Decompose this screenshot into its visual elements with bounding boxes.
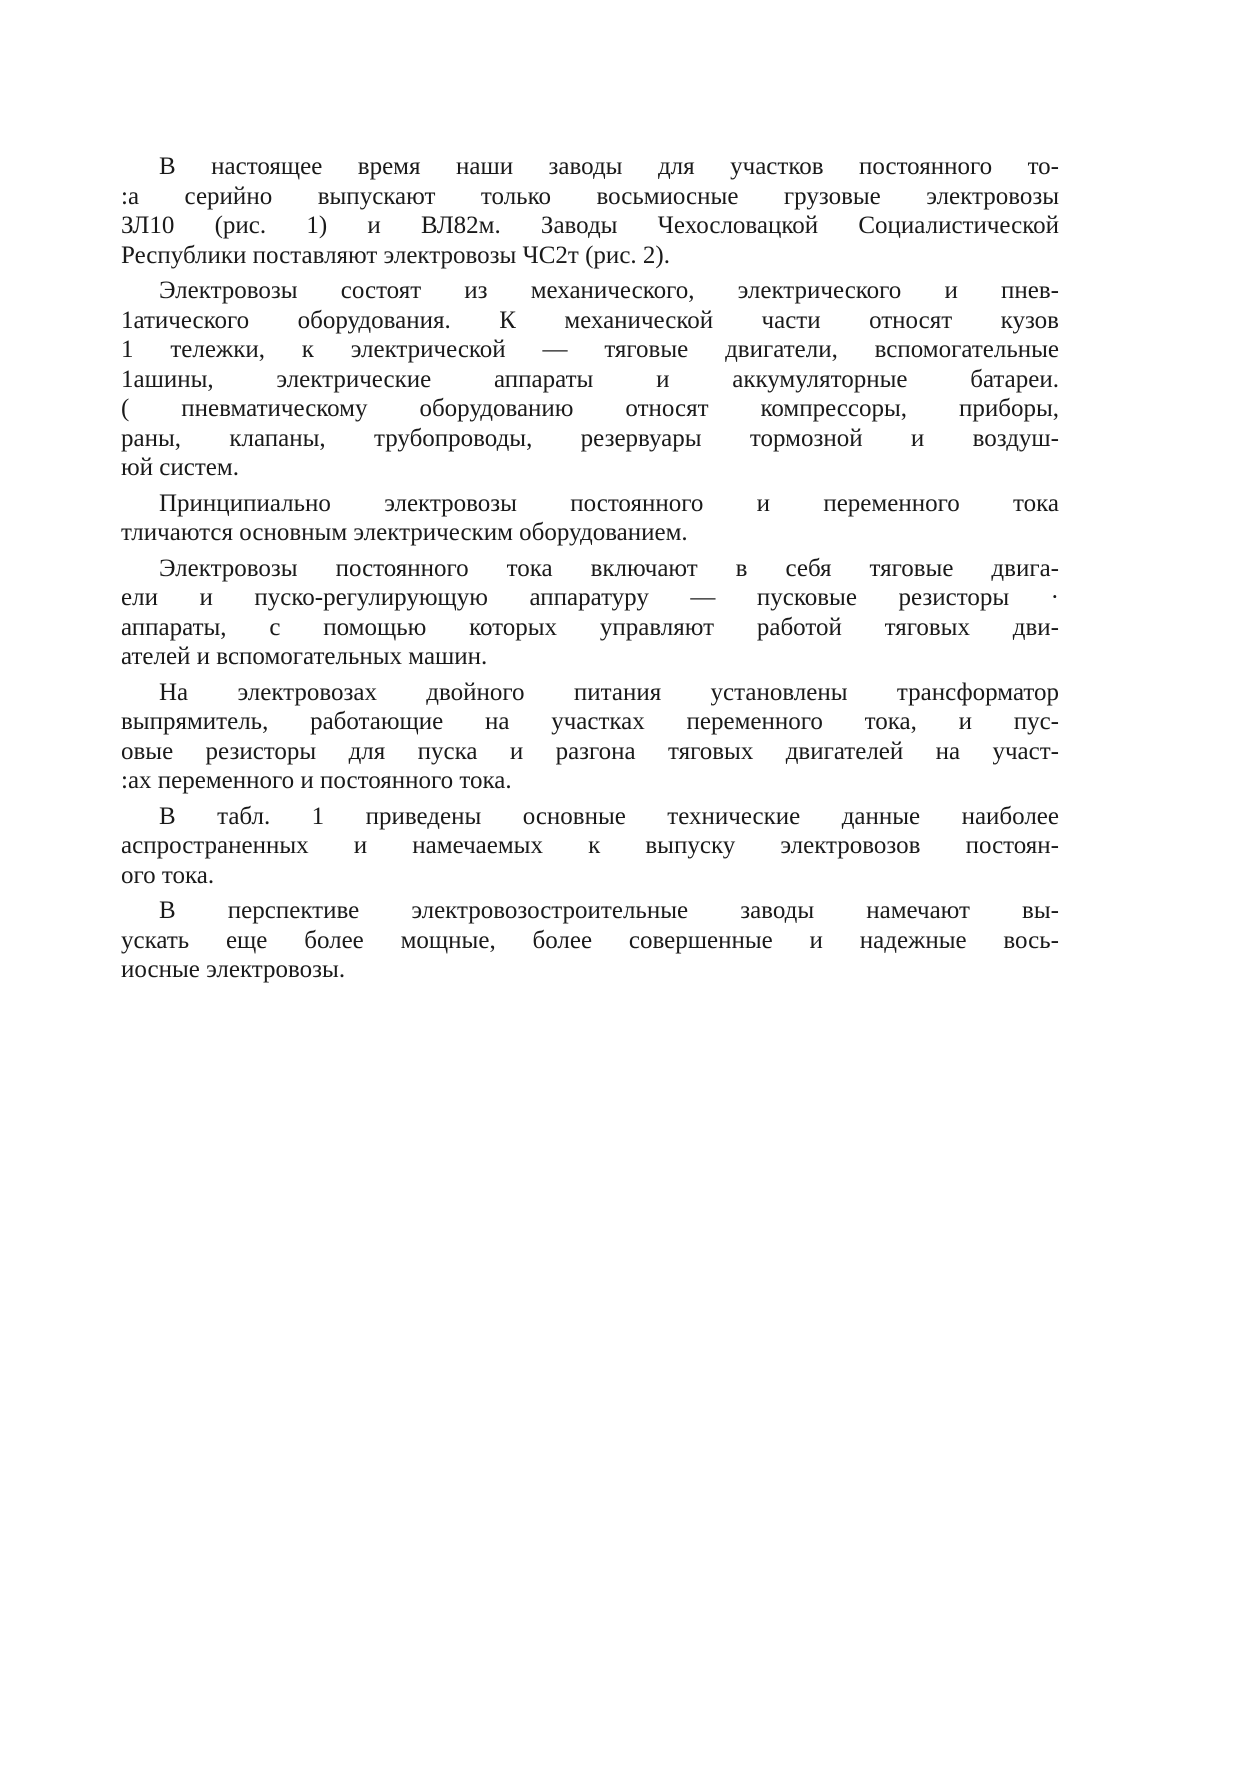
text-line: 1 тележки, к электрической — тяговые двигатели, вспомогательные xyxy=(121,336,1059,363)
text-line: Электровозы постоянного тока включают в себя тяговые двига- xyxy=(159,554,1059,582)
text-line: На электровозах двойного питания установлены трансформатор xyxy=(159,678,1059,706)
text-line: :ах переменного и постоянного тока. xyxy=(121,767,512,794)
text-line: овые резисторы для пуска и разгона тяговых двигателей на участ- xyxy=(121,737,1059,765)
text-line: ЗЛ10 (рис. 1) и ВЛ82м. Заводы Чехословацкой Социалистической xyxy=(121,212,1059,239)
text-line: выпрямитель, работающие на участках переменного тока, и пус- xyxy=(121,708,1059,735)
text-line: Принципиально электровозы постоянного и переменного тока xyxy=(159,489,1059,517)
paragraph xyxy=(121,276,1059,483)
paragraph xyxy=(121,802,1059,891)
text-line: Республики поставляют электровозы ЧС2т (рис. 2). xyxy=(121,241,670,269)
text-line: ускать еще более мощные, более совершенные и надежные вось- xyxy=(121,926,1059,954)
text-line: В настоящее время наши заводы для участков постоянного то- xyxy=(159,153,1059,180)
text-line: В табл. 1 приведены основные технические данные наиболее xyxy=(159,802,1059,830)
text-line: аспространенных и намечаемых к выпуску электровозов постоян- xyxy=(121,832,1059,859)
text-line: В перспективе электровозостроительные заводы намечают вы- xyxy=(159,897,1059,924)
text-line: ели и пуско-регулирующую аппаратуру — пусковые резисторы · xyxy=(121,584,1059,611)
paragraph xyxy=(121,896,1059,985)
text-line: 1ашины, электрические аппараты и аккумуляторные батареи. xyxy=(121,365,1059,393)
text-line: юй систем. xyxy=(121,454,239,481)
text-line: иосные электровозы. xyxy=(121,956,346,983)
paragraph xyxy=(121,489,1059,548)
text-line: раны, клапаны, трубопроводы, резервуары тормозной и воздуш- xyxy=(121,424,1059,452)
text-line: ( пневматическому оборудованию относят компрессоры, приборы, xyxy=(121,395,1059,422)
text-line: 1атического оборудования. К механической части относят кузов xyxy=(121,306,1059,334)
paragraph xyxy=(121,554,1059,672)
text-line: ого тока. xyxy=(121,861,215,889)
text-line: тличаются основным электрическим оборудованием. xyxy=(121,519,688,546)
body-text xyxy=(121,152,1059,991)
text-line: ателей и вспомогательных машин. xyxy=(121,643,488,670)
text-line: Электровозы состоят из механического, электрического и пнев- xyxy=(159,277,1059,304)
text-line: :а серийно выпускают только восьмиосные грузовые электровозы xyxy=(121,182,1059,210)
paragraph xyxy=(121,152,1059,270)
paragraph xyxy=(121,678,1059,796)
text-line: аппараты, с помощью которых управляют работой тяговых дви- xyxy=(121,613,1059,641)
